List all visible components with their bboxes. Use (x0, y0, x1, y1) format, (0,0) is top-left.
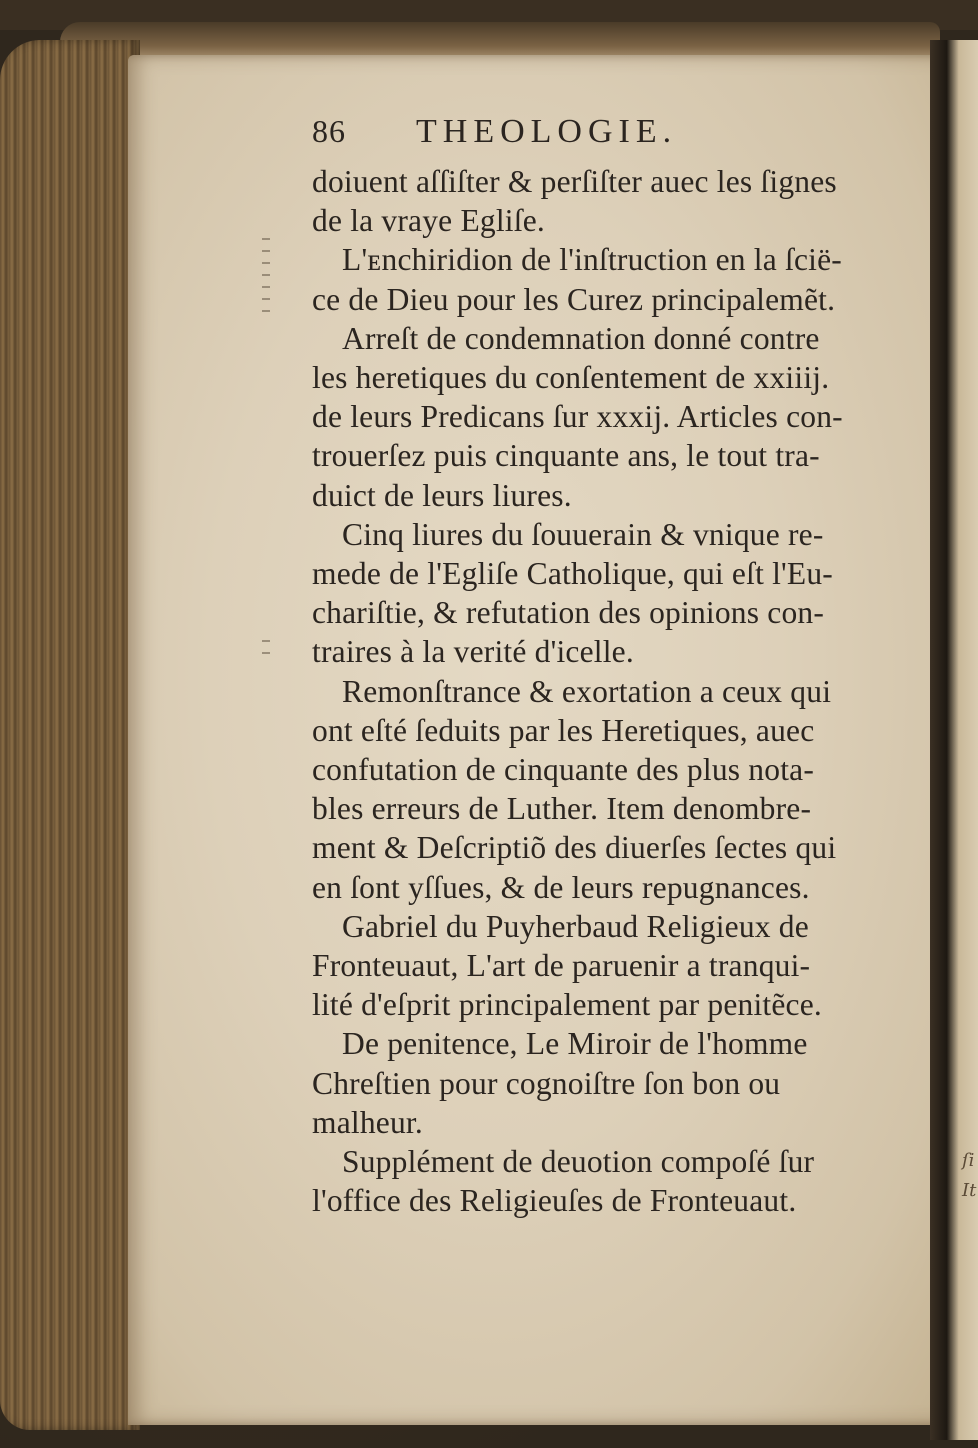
text-line: lité d'eſprit principalement par penitẽce. (312, 987, 822, 1023)
paragraph (312, 319, 908, 515)
book-gutter (930, 40, 978, 1440)
text-line: traires à la verité d'icelle. (312, 634, 634, 670)
paragraph (312, 672, 908, 907)
facing-page-fragment: It (962, 1180, 977, 1201)
text-line: trouerſez puis cinquante ans, le tout tra- (312, 438, 820, 474)
page-number: 86 (312, 113, 346, 149)
paragraph (312, 240, 908, 318)
text-line: mede de l'Egliſe Catholique, qui eſt l'Eu- (312, 556, 833, 592)
text-line: doiuent aſſiſter & perſiſter auec les ſignes (312, 164, 837, 199)
paragraph (312, 1142, 908, 1220)
paragraph (312, 1024, 908, 1142)
text-line: de leurs Predicans ſur xxxij. Articles con- (312, 399, 843, 435)
paragraph (312, 162, 908, 240)
running-title: THEOLOGIE. (416, 113, 678, 150)
text-line: Fronteuaut, L'art de paruenir a tranqui- (312, 948, 811, 984)
text-line: en ſont yſſues, & de leurs repugnances. (312, 869, 810, 905)
text-line: chariſtie, & refutation des opinions con- (312, 595, 825, 631)
text-line: Chreſtien pour cognoiſtre ſon bon ou (312, 1065, 781, 1101)
text-line: Gabriel du Puyherbaud Religieux de (342, 908, 809, 944)
text-line: bles erreurs de Luther. Item denombre- (312, 791, 812, 827)
text-line: confutation de cinquante des plus nota- (312, 752, 815, 788)
text-line: les heretiques du conſentement de xxiiij. (312, 360, 830, 396)
text-line: ment & Deſcriptiõ des diuerſes ſectes qui (312, 830, 837, 866)
facing-page-fragment: ſi (962, 1150, 975, 1171)
text-line: Remonſtrance & exortation a ceux qui (342, 673, 832, 709)
page-header (312, 112, 908, 156)
text-line: De penitence, Le Miroir de l'homme (342, 1026, 808, 1062)
text-line: malheur. (312, 1104, 423, 1140)
text-line: de la vraye Egliſe. (312, 203, 545, 239)
text-line: duict de leurs liures. (312, 477, 572, 513)
paragraph (312, 907, 908, 1025)
text-line: L'ᴇnchiridion de l'inſtruction en la ſcië- (342, 242, 842, 278)
text-line: ce de Dieu pour les Curez principalemẽt. (312, 281, 836, 317)
text-line: Arreſt de condemnation donné contre (342, 320, 820, 356)
page-text (312, 112, 908, 1220)
margin-marks (262, 640, 270, 664)
text-line: ont eſté ſeduits par les Heretiques, auec (312, 712, 815, 748)
text-line: Cinq liures du ſouuerain & vnique re- (342, 516, 824, 552)
book-page-edges (0, 40, 140, 1430)
margin-marks (262, 238, 270, 318)
text-line: Supplément de deuotion compoſé ſur (342, 1144, 815, 1180)
text-line: l'office des Religieuſes de Fronteuaut. (312, 1183, 797, 1219)
paragraph (312, 515, 908, 672)
